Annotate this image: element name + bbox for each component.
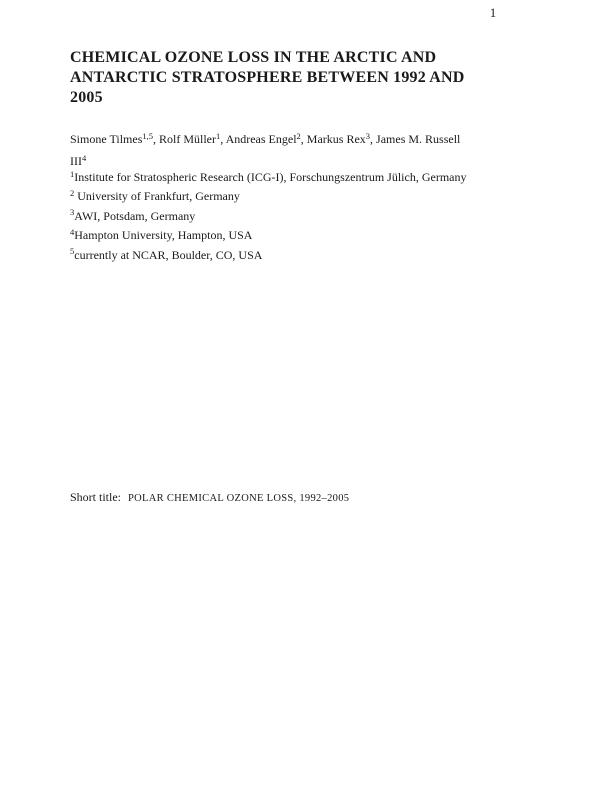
short-title-line xyxy=(70,490,349,505)
affiliation-list xyxy=(70,168,466,265)
short-title-label: Short title: xyxy=(70,490,121,504)
affiliation-number: 3 xyxy=(70,207,75,218)
affiliation-line xyxy=(70,246,466,265)
short-title-value: POLAR CHEMICAL OZONE LOSS, 1992–2005 xyxy=(128,493,350,504)
affiliation-text: currently at NCAR, Boulder, CO, USA xyxy=(74,247,263,262)
affiliation-text: AWI, Potsdam, Germany xyxy=(74,208,196,223)
paper-title xyxy=(70,48,530,108)
author-name: Simone Tilmes xyxy=(70,132,143,146)
paper-title-line-3: 2005 xyxy=(70,89,103,106)
author-affiliation-superscript: 1,5 xyxy=(142,130,153,141)
affiliation-line xyxy=(70,168,466,187)
affiliation-number: 2 xyxy=(70,187,75,198)
author-affiliation-superscript: 1 xyxy=(215,130,221,141)
author-name: , Andreas Engel xyxy=(220,132,297,146)
affiliation-line xyxy=(70,187,466,206)
author-list xyxy=(70,131,460,147)
page-number: 1 xyxy=(489,6,497,20)
paper-title-line-1: CHEMICAL OZONE LOSS IN THE ARCTIC AND xyxy=(70,49,437,66)
affiliation-number: 1 xyxy=(70,168,75,179)
author-name: , James M. Russell xyxy=(370,132,461,146)
author-name: III xyxy=(70,154,82,168)
author-name: , Markus Rex xyxy=(300,132,366,146)
affiliation-line xyxy=(70,207,466,226)
author-affiliation-superscript: 3 xyxy=(365,130,371,141)
author-list-continued xyxy=(70,153,86,169)
affiliation-text: University of Frankfurt, Germany xyxy=(74,189,240,204)
affiliation-number: 4 xyxy=(70,226,75,237)
author-name: , Rolf Müller xyxy=(152,132,216,146)
paper-title-line-2: ANTARCTIC STRATOSPHERE BETWEEN 1992 AND xyxy=(70,69,465,86)
author-affiliation-superscript: 2 xyxy=(296,130,301,141)
affiliation-line xyxy=(70,226,466,245)
affiliation-text: Institute for Stratospheric Research (ICG-I), Forschungszentrum Jülich, Germany xyxy=(74,170,467,184)
affiliation-text: Hampton University, Hampton, USA xyxy=(74,228,253,243)
author-affiliation-superscript: 4 xyxy=(82,152,87,163)
affiliation-number: 5 xyxy=(70,246,75,257)
